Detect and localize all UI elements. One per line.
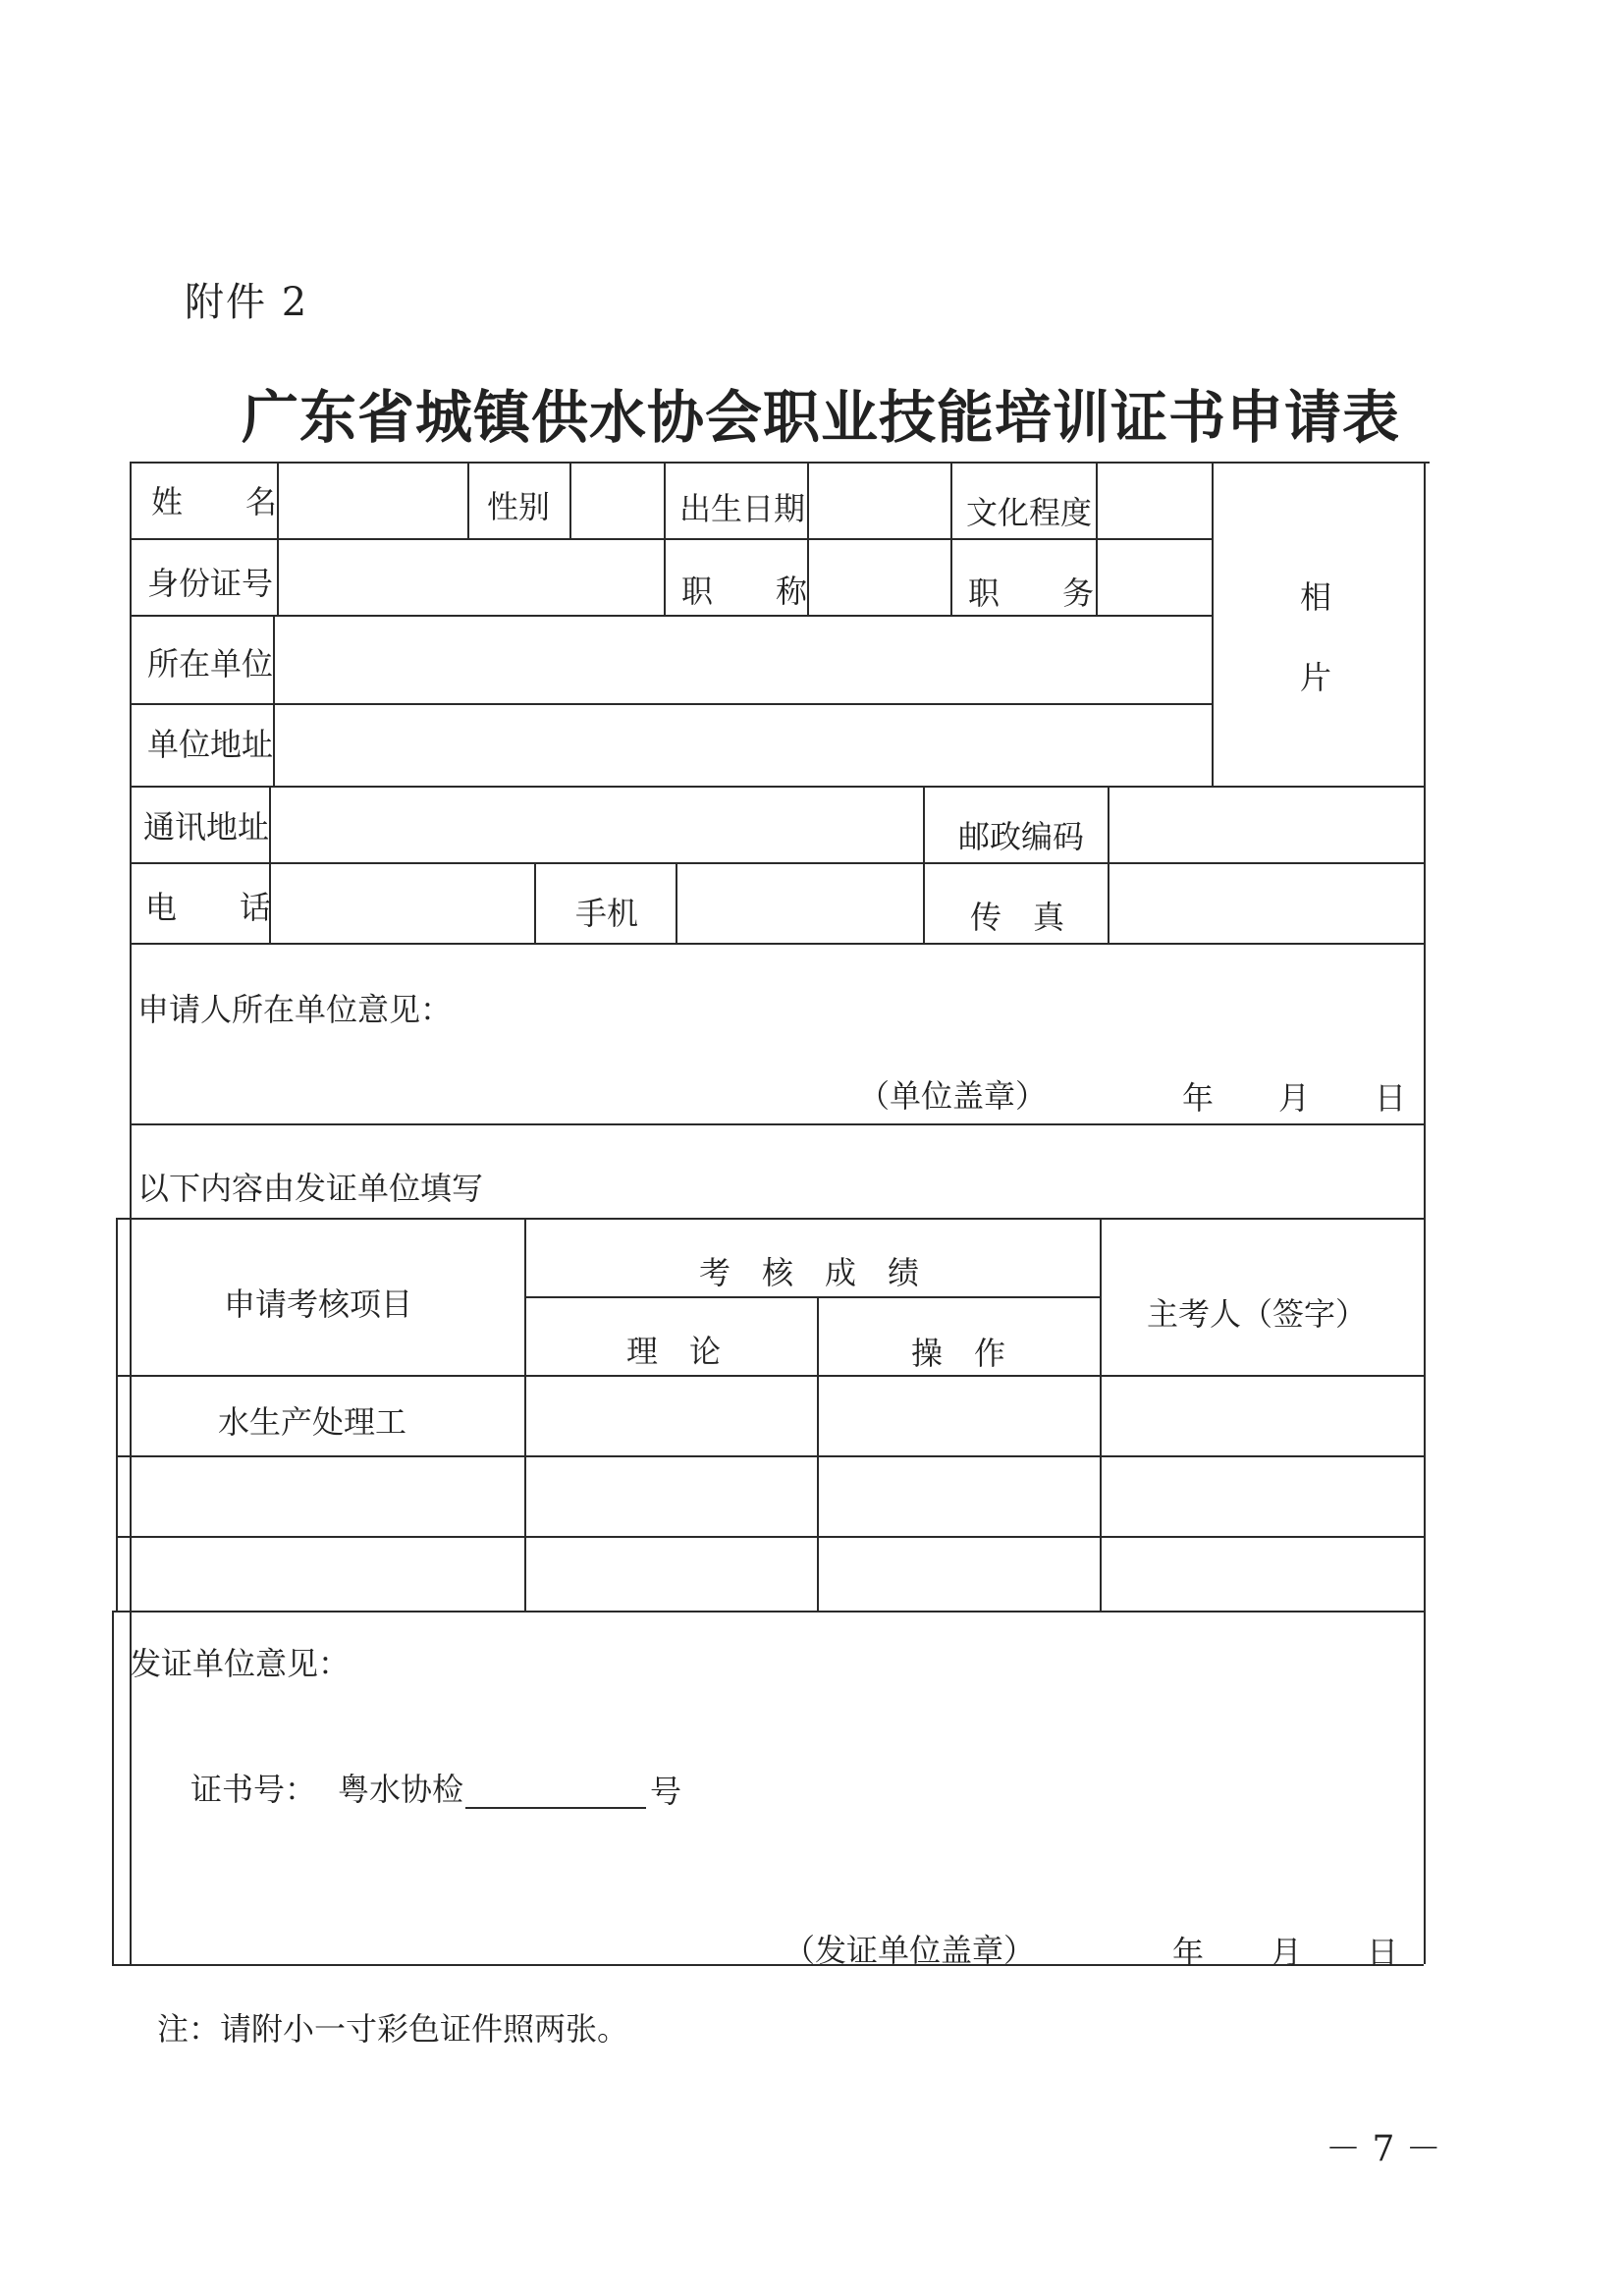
assessment-item-header: 申请考核项目 <box>224 1285 413 1323</box>
fax-label: 传 真 <box>970 899 1065 936</box>
issuer-day-label: 日 <box>1367 1934 1399 1971</box>
postal-code-label: 邮政编码 <box>958 818 1085 855</box>
examiner-header: 主考人（签字） <box>1147 1295 1368 1333</box>
practice-score-cell[interactable] <box>819 1377 1100 1455</box>
theory-score-cell[interactable] <box>526 1538 817 1611</box>
certificate-number-suffix: 号 <box>650 1773 682 1810</box>
certificate-number-prefix: 证书号： <box>190 1771 317 1808</box>
theory-score-cell[interactable] <box>526 1457 817 1536</box>
position-field[interactable] <box>1098 540 1212 615</box>
job-title-field[interactable] <box>809 540 950 615</box>
phone-label: 电 话 <box>145 889 272 926</box>
employer-opinion-field[interactable] <box>134 1031 1422 1080</box>
employer-opinion-label: 申请人所在单位意见： <box>137 991 453 1028</box>
position-label: 职 务 <box>968 574 1095 612</box>
examiner-signature-cell[interactable] <box>1102 1457 1424 1536</box>
birth-date-label: 出生日期 <box>679 490 806 527</box>
education-label: 文化程度 <box>966 494 1093 531</box>
score-header: 考 核 成 绩 <box>699 1254 920 1291</box>
certificate-number-field[interactable] <box>465 1768 646 1807</box>
employer-field[interactable] <box>275 617 1212 703</box>
employer-address-label: 单位地址 <box>147 726 274 763</box>
photo-label-bottom: 片 <box>1300 659 1332 696</box>
page-number: － 7 － <box>1325 2129 1441 2169</box>
issuer-year-label: 年 <box>1172 1934 1205 1971</box>
photo-requirement-note: 注：请附小一寸彩色证件照两张。 <box>157 2010 629 2048</box>
name-field[interactable] <box>279 464 467 538</box>
employer-stamp-label: （单位盖章） <box>858 1077 1048 1115</box>
mailing-address-label: 通讯地址 <box>143 808 270 846</box>
employer-address-field[interactable] <box>275 705 1212 786</box>
practice-score-cell[interactable] <box>819 1538 1100 1611</box>
name-label: 姓 名 <box>151 483 278 520</box>
theory-header: 理 论 <box>626 1333 722 1370</box>
examiner-signature-cell[interactable] <box>1102 1377 1424 1455</box>
issuer-stamp-label: （发证单位盖章） <box>784 1932 1036 1969</box>
photo-label-top: 相 <box>1300 578 1332 616</box>
employer-year-label: 年 <box>1182 1079 1215 1117</box>
phone-field[interactable] <box>271 864 534 943</box>
mailing-address-field[interactable] <box>271 788 923 862</box>
practice-score-cell[interactable] <box>819 1457 1100 1536</box>
mobile-field[interactable] <box>677 864 923 943</box>
mobile-label: 手机 <box>575 895 639 932</box>
attachment-label: 附件 2 <box>185 280 309 325</box>
job-title-label: 职 称 <box>681 573 808 610</box>
id-number-label: 身份证号 <box>147 565 274 602</box>
photo-box[interactable] <box>1214 464 1424 786</box>
issuer-month-label: 月 <box>1271 1934 1303 1971</box>
page-title: 广东省城镇供水协会职业技能培训证书申请表 <box>242 384 1401 451</box>
gender-label: 性别 <box>487 488 551 525</box>
practice-header: 操 作 <box>911 1335 1006 1372</box>
employer-label: 所在单位 <box>147 645 274 683</box>
theory-score-cell[interactable] <box>526 1377 817 1455</box>
employer-day-label: 日 <box>1375 1079 1407 1117</box>
postal-code-field[interactable] <box>1109 788 1424 862</box>
certificate-number-code: 粤水协检 <box>338 1771 464 1808</box>
gender-field[interactable] <box>571 464 664 538</box>
education-field[interactable] <box>1098 464 1212 538</box>
assessment-item-cell: 水生产处理工 <box>218 1403 407 1441</box>
id-number-field[interactable] <box>279 540 664 615</box>
examiner-signature-cell[interactable] <box>1102 1538 1424 1611</box>
employer-month-label: 月 <box>1278 1079 1311 1117</box>
birth-date-field[interactable] <box>809 464 950 538</box>
issuer-opinion-label: 发证单位意见： <box>130 1645 351 1682</box>
issuer-fill-note: 以下内容由发证单位填写 <box>137 1170 484 1207</box>
fax-field[interactable] <box>1109 864 1424 943</box>
